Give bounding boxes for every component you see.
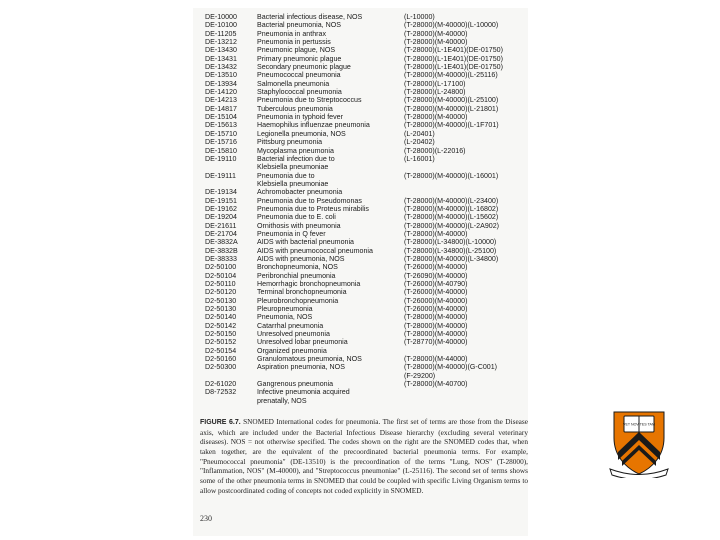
term-cell: Organized pneumonia (257, 346, 327, 355)
code-cell: DE-13934 (205, 79, 237, 88)
term-cell: Gangrenous pneumonia (257, 380, 334, 389)
code-cell: DE-19204 (205, 213, 237, 222)
snomed-codes-cell: (T-28000)(L-17100) (404, 79, 466, 88)
code-cell (205, 372, 257, 380)
code-cell: DE-19134 (205, 188, 237, 197)
snomed-codes-cell: (F-29200) (404, 371, 436, 380)
term-cell: Bronchopneumonia, NOS (257, 263, 338, 272)
table-row (205, 230, 525, 238)
table-row (205, 55, 525, 63)
code-cell: DE-15104 (205, 113, 237, 122)
term-cell: Unresolved pneumonia (257, 330, 330, 339)
table-row (205, 363, 525, 371)
table-row (205, 46, 525, 54)
code-cell: D2-61020 (205, 380, 237, 389)
code-cell: D2-50130 (205, 296, 237, 305)
term-cell: Pneumonia in typhoid fever (257, 113, 343, 122)
snomed-codes-cell: (T-28000)(M-40000)(L-25116) (404, 71, 498, 80)
term-cell: Klebsiella pneumoniae (257, 179, 329, 188)
table-row (205, 347, 525, 355)
snomed-codes-cell: (L-20401) (404, 129, 435, 138)
snomed-codes-cell: (T-28000)(M-40000) (404, 321, 468, 330)
term-cell: Secondary pneumonic plague (257, 63, 351, 72)
code-cell: D2-50154 (205, 346, 237, 355)
code-cell: DE-19162 (205, 204, 237, 213)
code-cell: DE-14817 (205, 104, 237, 113)
snomed-codes-cell: (L-16001) (404, 154, 435, 163)
term-cell: Catarrhal pneumonia (257, 321, 324, 330)
code-cell: DE-13510 (205, 71, 237, 80)
code-cell: DE-13431 (205, 54, 237, 63)
code-cell: D2-50104 (205, 271, 237, 280)
term-cell (257, 372, 404, 380)
code-cell: DE-14213 (205, 96, 237, 105)
figure-label: FIGURE 6.7. (200, 419, 241, 426)
term-cell: Pneumonia due to Pseudomonas (257, 196, 362, 205)
table-row (205, 130, 525, 138)
term-cell: Haemophilus influenzae pneumonia (257, 121, 370, 130)
snomed-codes-cell: (L-10000) (404, 13, 435, 21)
table-row (205, 113, 525, 121)
term-cell: Peribronchial pneumonia (257, 271, 336, 280)
term-cell: AIDS with pneumonia, NOS (257, 254, 345, 263)
term-cell: Primary pneumonic plague (257, 54, 342, 63)
snomed-codes-cell: (T-26000)(M-40000) (404, 305, 468, 314)
term-cell: Aspiration pneumonia, NOS (257, 363, 345, 372)
code-cell: DE-15710 (205, 129, 237, 138)
snomed-codes-cell: (T-28000)(M-40000)(G-C001) (404, 363, 498, 372)
code-cell: DE-3832B (205, 246, 238, 255)
table-row (205, 388, 525, 396)
snomed-codes-cell: (T-28000)(M-40000) (404, 229, 468, 238)
term-cell: Pleurobronchopneumonia (257, 296, 339, 305)
term-cell: Granulomatous pneumonia, NOS (257, 355, 362, 364)
table-row (205, 121, 525, 129)
code-cell: D2-50150 (205, 330, 237, 339)
code-cell: DE-15613 (205, 121, 237, 130)
code-cell: DE-21704 (205, 229, 237, 238)
book-lettering: VET NOV TES TAM (623, 422, 655, 427)
snomed-codes-cell: (T-28000)(M-40000) (404, 113, 468, 122)
snomed-codes-cell: (T-28000)(L-1E401)(DE-01750) (404, 54, 503, 63)
snomed-codes-cell: (T-28000)(M-40000)(L-16802) (404, 204, 499, 213)
snomed-codes-cell: (T-28000)(M-40000) (404, 330, 468, 339)
table-row (205, 355, 525, 363)
term-cell: Tuberculous pneumonia (257, 104, 333, 113)
term-cell: Pleuropneumonia (257, 305, 313, 314)
table-row (205, 80, 525, 88)
code-cell: DE-3832A (205, 238, 238, 247)
term-cell: Ornithosis with pneumonia (257, 221, 341, 230)
snomed-codes-cell (404, 397, 525, 405)
table-row (205, 155, 525, 163)
snomed-codes-cell: (T-28000)(L-1E401)(DE-01750) (404, 46, 503, 55)
table-row (205, 297, 525, 305)
code-cell: D2-50120 (205, 288, 237, 297)
term-cell: Bacterial pneumonia, NOS (257, 21, 341, 30)
table-row (205, 88, 525, 96)
page-number: 230 (200, 514, 212, 523)
table-row (205, 30, 525, 38)
term-cell: Staphylococcal pneumonia (257, 88, 342, 97)
term-cell: Pneumonia, NOS (257, 313, 313, 322)
snomed-codes-cell: (T-28000)(L-34800)(L-10000) (404, 238, 497, 247)
term-cell: Hemorrhagic bronchopneumonia (257, 280, 361, 288)
code-cell: DE-14120 (205, 88, 237, 97)
snomed-codes-cell: (T-28000)(M-40000) (404, 313, 468, 322)
snomed-codes-cell: (T-28000)(M-40000)(L-25100) (404, 96, 499, 105)
code-cell: D2-50142 (205, 321, 237, 330)
table-row (205, 96, 525, 104)
term-cell: Salmonella pneumonia (257, 79, 330, 88)
code-cell (205, 163, 257, 171)
snomed-codes-cell (404, 388, 525, 396)
snomed-codes-cell: (T-28000)(M-40000)(L-15602) (404, 213, 499, 222)
code-cell: DE-15716 (205, 138, 237, 147)
code-cell: DE-10100 (205, 21, 237, 30)
term-cell: Bacterial infection due to (257, 154, 335, 163)
term-cell: Pneumonia due to Streptococcus (257, 96, 362, 105)
term-cell: Mycoplasma pneumonia (257, 146, 334, 155)
table-row (205, 71, 525, 79)
table-row (205, 13, 525, 21)
term-cell: Pneumonia due to E. coli (257, 213, 336, 222)
table-row (205, 21, 525, 29)
term-cell: Legionella pneumonia, NOS (257, 129, 346, 138)
snomed-codes-cell: (T-28000)(M-40000)(L-34800) (404, 254, 499, 263)
code-cell: DE-19151 (205, 196, 237, 205)
code-cell: D2-50130 (205, 305, 237, 314)
snomed-codes-cell: (T-26090)(M-40000) (404, 271, 468, 280)
code-cell: DE-10000 (205, 13, 237, 21)
code-cell (205, 397, 257, 405)
code-cell: D2-50110 (205, 280, 236, 288)
code-cell: DE-21611 (205, 221, 237, 230)
table-row (205, 313, 525, 321)
snomed-codes-cell: (T-28000)(L-34800)(L-25100) (404, 246, 497, 255)
code-cell: DE-11205 (205, 29, 237, 38)
term-cell: prenatally, NOS (257, 396, 307, 405)
table-row (205, 38, 525, 46)
term-cell: Pneumonia due to (257, 171, 315, 180)
table-row (205, 180, 525, 188)
code-cell: D2-50160 (205, 355, 237, 364)
snomed-codes-cell (404, 163, 525, 171)
snomed-codes-cell: (T-28770)(M-40000) (404, 338, 468, 347)
snomed-codes-cell: (T-28000)(M-40000)(L-1F701) (404, 121, 499, 130)
table-row (205, 105, 525, 113)
term-cell: Unresolved lobar pneumonia (257, 338, 348, 347)
term-cell: Pneumonic plague, NOS (257, 46, 336, 55)
code-cell: D2-50152 (205, 338, 237, 347)
table-row (205, 372, 525, 380)
table-row (205, 338, 525, 346)
table-row (205, 288, 525, 296)
code-cell: DE-13432 (205, 63, 237, 72)
term-cell: Terminal bronchopneumonia (257, 288, 347, 297)
table-row (205, 380, 525, 388)
snomed-codes-cell: (T-28000)(M-40000)(L-21801) (404, 104, 499, 113)
princeton-shield-logo (608, 408, 670, 478)
snomed-codes-cell: (T-28000)(L-24800) (404, 88, 466, 97)
snomed-codes-cell (404, 347, 525, 355)
table-row (205, 272, 525, 280)
table-row (205, 222, 525, 230)
table-row (205, 213, 525, 221)
code-cell: D8-72532 (205, 388, 237, 397)
table-row (205, 188, 525, 196)
table-row (205, 163, 525, 171)
term-cell: AIDS with pneumococcal pneumonia (257, 246, 373, 255)
table-row (205, 305, 525, 313)
table-row (205, 138, 525, 146)
table-row (205, 397, 525, 405)
snomed-codes-cell: (T-28000)(L-22016) (404, 146, 466, 155)
table-row (205, 172, 525, 180)
code-cell: D2-50300 (205, 363, 237, 372)
term-cell: Bacterial infectious disease, NOS (257, 13, 363, 21)
snomed-codes-cell (404, 180, 525, 188)
snomed-codes-cell: (T-26000)(M-40000) (404, 263, 468, 272)
snomed-codes-cell: (T-28000)(M-40000)(L-10000) (404, 21, 499, 30)
table-row (205, 263, 525, 271)
code-cell: DE-13430 (205, 46, 237, 55)
term-cell: Pittsburg pneumonia (257, 138, 323, 147)
term-cell: Pneumonia in pertussis (257, 38, 331, 47)
table-row (205, 247, 525, 255)
figure-caption-text: SNOMED International codes for pneumonia. The first set of terms are those from the Disease axis, which are included under the Bacterial Infectious Disease hierarchy (excluding several veterinary diseases). NOS = not otherwise specified. The codes shown on the right are the SNOMED codes that, when taken together, are the equivalent of the precoordinated bacterial pneumonia terms. For example, "Pneumococcal pneumonia" (DE-13510) is the precoordination of the terms "Lung, NOS" (T-28000), "Inflammation, NOS" (M-40000), and "Streptococcus pneumoniae" (L-25116). The second set of terms shows some of the other pneumonia terms in SNOMED that could be coupled with specific Living Organism terms to allow postcoordinated coding of concepts not coded explicitly in SNOMED. (200, 417, 528, 495)
term-cell: Klebsiella pneumoniae (257, 163, 329, 172)
code-cell: D2-50100 (205, 263, 237, 272)
term-cell: Infective pneumonia acquired (257, 388, 350, 397)
snomed-codes-cell: (L-20402) (404, 138, 435, 147)
snomed-codes-cell: (T-28000)(M-40700) (404, 380, 468, 389)
snomed-codes-cell: (T-28000)(M-40000)(L-2A902) (404, 221, 500, 230)
term-cell: Pneumonia in anthrax (257, 29, 327, 38)
term-cell: Achromobacter pneumonia (257, 188, 343, 197)
snomed-codes-cell: (T-28000)(M-40000)(L-23400) (404, 196, 499, 205)
table-row (205, 205, 525, 213)
snomed-codes-cell: (T-26000)(M-40000) (404, 288, 468, 297)
snomed-codes-cell (404, 188, 525, 196)
snomed-codes-cell: (T-28000)(M-40000)(L-16001) (404, 171, 499, 180)
code-cell: DE-38333 (205, 254, 237, 263)
snomed-codes-cell: (T-26000)(M-40000) (404, 296, 468, 305)
snomed-code-table (205, 13, 525, 405)
figure-caption (200, 417, 528, 495)
snomed-codes-cell: (T-28000)(M-40000) (404, 38, 468, 47)
snomed-codes-cell: (T-28000)(M-40000) (404, 29, 468, 38)
table-row (205, 255, 525, 263)
table-row (205, 280, 525, 288)
term-cell: Pneumococcal pneumonia (257, 71, 341, 80)
code-cell: DE-19111 (205, 171, 236, 180)
code-cell (205, 180, 257, 188)
term-cell: Pneumonia in Q fever (257, 229, 326, 238)
table-row (205, 63, 525, 71)
snomed-codes-cell: (T-28000)(L-1E401)(DE-01750) (404, 63, 503, 72)
code-cell: D2-50140 (205, 313, 237, 322)
table-row (205, 238, 525, 246)
term-cell: Pneumonia due to Proteus mirabilis (257, 204, 369, 213)
code-cell: DE-19110 (205, 154, 237, 163)
table-row (205, 330, 525, 338)
table-row (205, 322, 525, 330)
term-cell: AIDS with bacterial pneumonia (257, 238, 354, 247)
table-row (205, 197, 525, 205)
code-cell: DE-13212 (205, 38, 237, 47)
snomed-codes-cell: (T-28000)(M-44000) (404, 355, 468, 364)
table-row (205, 147, 525, 155)
code-cell: DE-15810 (205, 146, 237, 155)
snomed-codes-cell: (T-26000)(M-40790) (404, 280, 468, 288)
